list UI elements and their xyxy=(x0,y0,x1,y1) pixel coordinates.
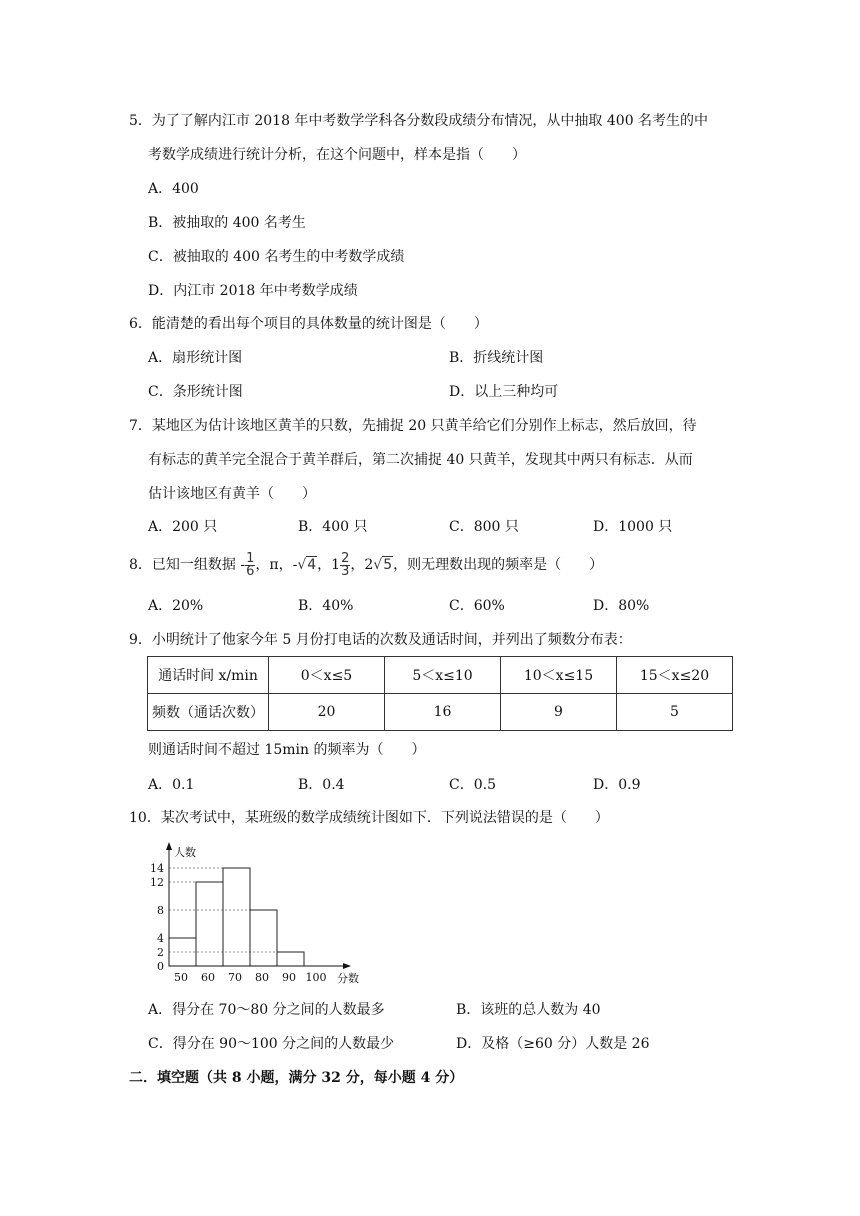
x-tick-label: 50 xyxy=(174,971,188,984)
q8-stem xyxy=(129,552,603,578)
table-cell: 15＜x≤20 xyxy=(617,657,733,694)
fraction-denominator: 6 xyxy=(246,563,255,579)
q5-option-c: C．被抽取的 400 名考生的中考数学成绩 xyxy=(148,249,405,265)
table-cell: 5＜x≤10 xyxy=(385,657,501,694)
x-tick-label: 60 xyxy=(201,971,215,984)
q8-option-b: B．40% xyxy=(298,598,354,614)
q7-option-c: C．800 只 xyxy=(449,519,519,535)
x-tick-label: 80 xyxy=(255,971,269,984)
q7-option-d: D．1000 只 xyxy=(593,519,673,535)
fraction-two-thirds xyxy=(340,550,350,579)
q6-option-c: C．条形统计图 xyxy=(148,384,243,400)
table-cell: 通话时间 x/min xyxy=(148,657,269,694)
fraction-one-sixth xyxy=(245,550,255,579)
q5-option-b: B．被抽取的 400 名考生 xyxy=(148,215,306,231)
section-2-heading: 二．填空题（共 8 小题，满分 32 分，每小题 4 分） xyxy=(129,1070,464,1086)
q8-option-c: C．60% xyxy=(449,598,505,614)
q5-option-d: D．内江市 2018 年中考数学成绩 xyxy=(148,283,358,299)
radicand: 5 xyxy=(383,557,393,573)
histogram-chart xyxy=(143,842,393,984)
q9-question: 则通话时间不超过 15min 的频率为（ ） xyxy=(148,742,426,758)
q10-stem: 10．某次考试中，某班级的数学成绩统计图如下．下列说法错误的是（ ） xyxy=(129,810,609,826)
y-tick-label: 0 xyxy=(157,960,164,973)
y-tick-label: 12 xyxy=(150,876,164,889)
q7-stem-line3: 估计该地区有黄羊（ ） xyxy=(148,486,316,502)
q5-option-a: A．400 xyxy=(148,181,199,197)
q6-option-d: D．以上三种均可 xyxy=(449,384,559,400)
x-axis-arrow xyxy=(343,963,351,969)
x-axis-label: 分数 xyxy=(337,972,359,984)
q6-option-b: B．折线统计图 xyxy=(449,350,544,366)
table-row xyxy=(148,694,733,731)
frequency-table xyxy=(147,656,733,731)
q5-stem-line1: 5．为了了解内江市 2018 年中考数学学科各分数段成绩分布情况，从中抽取 400 名考生的中 xyxy=(129,113,709,129)
q7-stem-line1: 7．某地区为估计该地区黄羊的只数，先捕捉 20 只黄羊给它们分别作上标志，然后放回，待 xyxy=(129,418,697,434)
q10-option-c: C．得分在 90～100 分之间的人数最少 xyxy=(148,1036,395,1052)
q7-option-b: B．400 只 xyxy=(298,519,368,535)
y-tick-label: 4 xyxy=(157,932,164,945)
fraction-numerator: 2 xyxy=(341,550,350,566)
table-cell: 9 xyxy=(501,694,617,731)
q8-mid2: ，2 xyxy=(350,557,374,573)
x-tick-label: 70 xyxy=(228,971,242,984)
table-cell: 5 xyxy=(617,694,733,731)
table-cell: 0＜x≤5 xyxy=(269,657,385,694)
q9-option-a: A．0.1 xyxy=(148,777,195,793)
table-cell: 20 xyxy=(269,694,385,731)
radicand: 4 xyxy=(307,557,317,573)
x-tick-label: 90 xyxy=(282,971,296,984)
histogram-bar xyxy=(277,952,304,966)
table-cell: 16 xyxy=(385,694,501,731)
q8-pi: ，π，- xyxy=(255,557,298,573)
table-cell: 10＜x≤15 xyxy=(501,657,617,694)
q8-suffix: ，则无理数出现的频率是（ ） xyxy=(393,557,604,573)
q9-stem: 9．小明统计了他家今年 5 月份打电话的次数及通话时间，并列出了频数分布表： xyxy=(129,632,632,648)
sqrt-five: √5 xyxy=(373,557,393,573)
q9-option-b: B．0.4 xyxy=(298,777,345,793)
q5-stem-line2: 考数学成绩进行统计分析，在这个问题中，样本是指（ ） xyxy=(148,147,526,163)
q8-prefix: 8．已知一组数据 - xyxy=(129,557,246,573)
sqrt-four: √4 xyxy=(297,557,317,573)
histogram-bar xyxy=(250,910,277,966)
q8-option-a: A．20% xyxy=(148,598,204,614)
y-tick-label: 14 xyxy=(150,862,164,875)
y-axis-label: 人数 xyxy=(174,846,196,859)
x-tick-label: 100 xyxy=(305,971,327,984)
q6-option-a: A．扇形统计图 xyxy=(148,350,243,366)
q8-mid: ，1 xyxy=(317,557,341,573)
table-header-row xyxy=(148,657,733,694)
q7-stem-line2: 有标志的黄羊完全混合于黄羊群后，第二次捕捉 40 只黄羊，发现其中两只有标志．从而 xyxy=(148,452,693,468)
q10-option-a: A．得分在 70～80 分之间的人数最多 xyxy=(148,1002,385,1018)
y-tick-label: 2 xyxy=(157,946,164,959)
q6-stem: 6．能清楚的看出每个项目的具体数量的统计图是（ ） xyxy=(129,316,488,332)
fraction-numerator: 1 xyxy=(246,550,255,566)
y-axis-arrow xyxy=(166,842,172,850)
y-tick-label: 8 xyxy=(157,904,164,917)
table-cell: 频数（通话次数） xyxy=(148,694,269,731)
q9-option-c: C．0.5 xyxy=(449,777,496,793)
q8-option-d: D．80% xyxy=(593,598,650,614)
q9-option-d: D．0.9 xyxy=(593,777,641,793)
fraction-denominator: 3 xyxy=(341,563,350,579)
q10-option-b: B．该班的总人数为 40 xyxy=(456,1002,601,1018)
q7-option-a: A．200 只 xyxy=(148,519,218,535)
q10-option-d: D．及格（≥60 分）人数是 26 xyxy=(456,1036,650,1052)
histogram-bar xyxy=(196,882,223,966)
histogram-bar xyxy=(223,868,250,966)
